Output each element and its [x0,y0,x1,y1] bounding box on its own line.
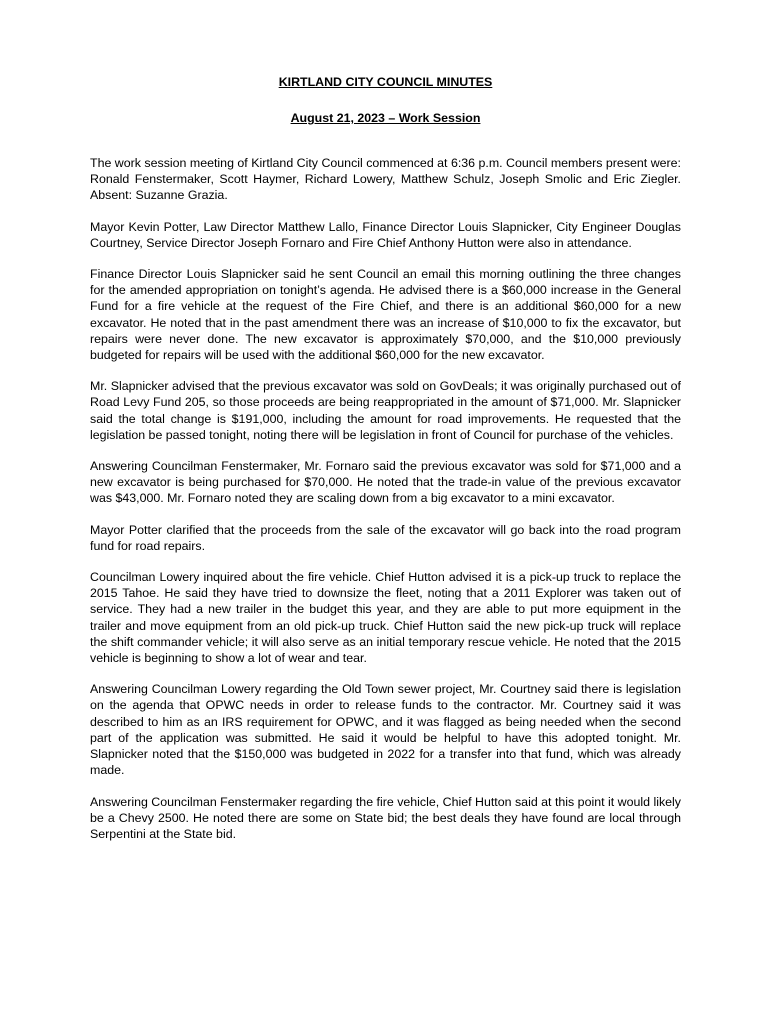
paragraph-appropriation: Finance Director Louis Slapnicker said he sent Council an email this morning outlining the three changes for the amended appropriation on tonight’s agenda. He advised there is a $60,000 increase in the General Fund for a fire vehicle at the request of the Fire Chief, and there is an additional $60,000 for a new excavator. He noted that in the past amendment there was an increase of $10,000 to fix the excavator, but repairs were never done. The new excavator is approximately $70,000, and the $10,000 previously budgeted for repairs will be used with the additional $60,000 for the new excavator. [90,267,681,363]
paragraph-excavator-sale: Mr. Slapnicker advised that the previous excavator was sold on GovDeals; it was originally purchased out of Road Levy Fund 205, so those proceeds are being reappropriated in the amount of $71,000. Mr. Slapnicker said the total change is $191,000, including the amount for road improvements. He requested that the legislation be passed tonight, noting there will be legislation in front of Council for purchase of the vehicles. [90,379,681,442]
paragraph-sewer-project: Answering Councilman Lowery regarding the Old Town sewer project, Mr. Courtney said there is legislation on the agenda that OPWC needs in order to release funds to the contractor. Mr. Courtney said it was described to him as an IRS requirement for OPWC, and it was flagged as being needed when the second part of the application was submitted. He said it would be helpful to have this adopted tonight. Mr. Slapnicker noted that the $150,000 was budgeted in 2022 for a transfer into that fund, which was already made. [90,682,681,778]
minutes-body [90,155,681,842]
paragraph-road-fund: Mayor Potter clarified that the proceeds from the sale of the excavator will go back into the road program fund for road repairs. [90,522,681,553]
paragraph-excavator-trade: Answering Councilman Fenstermaker, Mr. Fornaro said the previous excavator was sold for $71,000 and a new excavator is being purchased for $70,000. He noted that the trade-in value of the previous excavator was $43,000. Mr. Fornaro noted they are scaling down from a big excavator to a mini excavator. [90,459,681,506]
paragraph-fire-vehicle: Councilman Lowery inquired about the fire vehicle. Chief Hutton advised it is a pick-up truck to replace the 2015 Tahoe. He said they have tried to downsize the fleet, noting that a 2011 Explorer was taken out of service. They had a new trailer in the budget this year, and they are able to put more equipment in the trailer and move equipment from an old pick-up truck. Chief Hutton said the new pick-up truck will replace the shift commander vehicle; it will also serve as an initial temporary rescue vehicle. He noted that the 2015 vehicle is beginning to show a lot of wear and tear. [90,570,681,666]
document-title: KIRTLAND CITY COUNCIL MINUTES [278,75,493,89]
paragraph-officials: Mayor Kevin Potter, Law Director Matthew Lallo, Finance Director Louis Slapnicker, City Engineer Douglas Courtney, Service Director Joseph Fornaro and Fire Chief Anthony Hutton were also in attendance. [90,219,681,250]
paragraph-attendance: The work session meeting of Kirtland City Council commenced at 6:36 p.m. Council members present were: Ronald Fenstermaker, Scott Haymer, Richard Lowery, Matthew Schulz, Joseph Smolic and Eric Ziegler. Absent: Suzanne Grazia. [90,156,681,203]
paragraph-chevy: Answering Councilman Fenstermaker regarding the fire vehicle, Chief Hutton said at this point it would likely be a Chevy 2500. He noted there are some on State bid; the best deals they have found are local through Serpentini at the State bid. [90,794,681,841]
minutes-page [90,74,681,857]
document-subtitle: August 21, 2023 – Work Session [290,111,481,125]
